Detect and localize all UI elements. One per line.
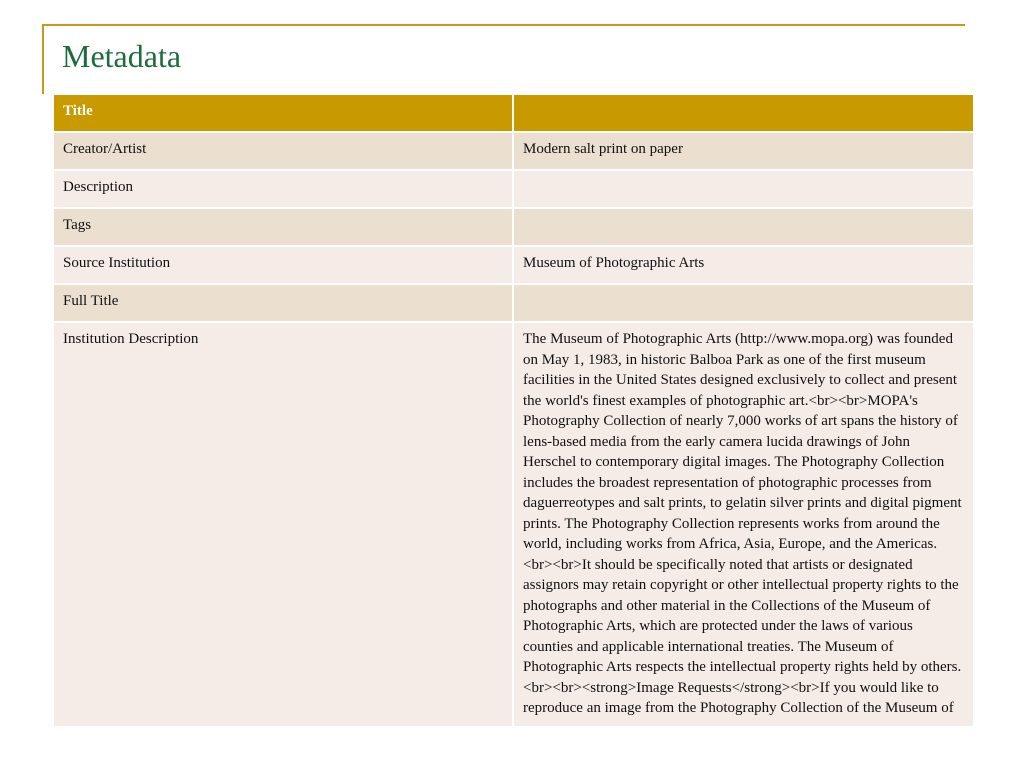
table-row-institution-description <box>53 322 974 727</box>
table-row-tags <box>53 208 974 246</box>
table-row-description <box>53 170 974 208</box>
institution-description-value: The Museum of Photographic Arts (http://www.mopa.org) was founded on May 1, 1983, in historic Balboa Park as one of the first museum facilities in the United States designed exclusively to collect and present the world's finest examples of photographic art.<br><br>MOPA's Photography Collection of nearly 7,000 works of art spans the history of lens-based media from the early camera lucida drawings of John Herschel to contemporary digital images. The Photography Collection includes the broadest representation of photographic processes from daguerreotypes and salt prints, to gelatin silver prints and digital pigment prints. The Photography Collection represents works from around the world, including works from Africa, Asia, Europe, and the Americas.<br><br>It should be specifically noted that artists or designated assignors may retain copyright or other intellectual property rights to the photographs and other material in the Collections of the Museum of Photographic Arts, which are protected under the laws of various counties and applicable international treaties. The Museum of Photographic Arts respects the intellectual property rights held by others.<br><br><strong>Image Requests</strong><br>If you would like to reproduce an image from the Photography Collection of the Museum of <box>513 322 974 727</box>
tags-value <box>513 208 974 246</box>
title-frame-top-rule <box>42 24 965 26</box>
table-row-full-title <box>53 284 974 322</box>
source-institution-value: Museum of Photographic Arts <box>513 246 974 284</box>
creator-artist-value: Modern salt print on paper <box>513 132 974 170</box>
creator-artist-label: Creator/Artist <box>53 132 513 170</box>
description-value <box>513 170 974 208</box>
description-label: Description <box>53 170 513 208</box>
metadata-table <box>52 93 975 728</box>
institution-description-label: Institution Description <box>53 322 513 727</box>
full-title-value <box>513 284 974 322</box>
source-institution-label: Source Institution <box>53 246 513 284</box>
table-row-creator-artist <box>53 132 974 170</box>
slide-title: Metadata <box>62 38 182 74</box>
title-frame-left-rule <box>42 24 44 94</box>
table-row-source-institution <box>53 246 974 284</box>
header-value-cell <box>513 94 974 132</box>
table-header-row <box>53 94 974 132</box>
full-title-label: Full Title <box>53 284 513 322</box>
tags-label: Tags <box>53 208 513 246</box>
header-label-cell: Title <box>53 94 513 132</box>
